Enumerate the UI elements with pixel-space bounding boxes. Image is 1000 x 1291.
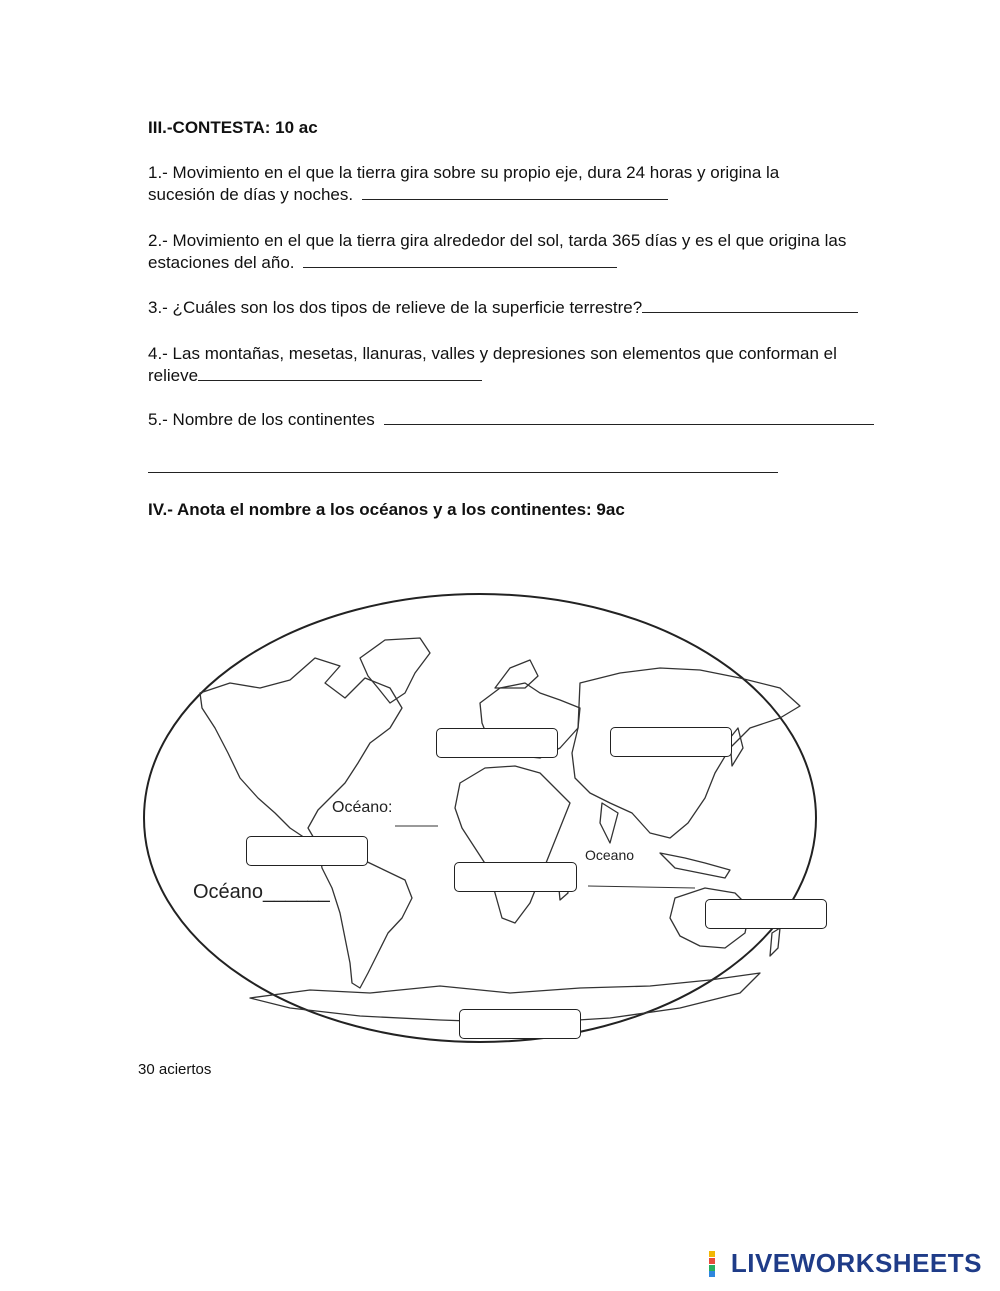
liveworksheets-logo-text: LIVEWORKSHEETS <box>730 1248 982 1278</box>
map-label-pacific-ocean: Océano______ <box>193 881 330 903</box>
section-3-heading: III.-CONTESTA: 10 ac <box>148 118 318 137</box>
question-2 <box>148 230 978 274</box>
question-1-line-1: 1.- Movimiento en el que la tierra gira sobre su propio eje, dura 24 horas y origina la <box>148 163 780 182</box>
antarctica-answer-box[interactable] <box>459 1009 581 1039</box>
question-4-line-1: 4.- Las montañas, mesetas, llanuras, valles y depresiones son elementos que conforman el <box>148 344 837 363</box>
europe-answer-box[interactable] <box>436 728 558 758</box>
answer-line-3[interactable] <box>642 311 858 313</box>
world-map <box>140 588 820 1048</box>
section-4-heading: IV.- Anota el nombre a los océanos y a los continentes: 9ac <box>148 500 625 519</box>
question-1 <box>148 162 968 206</box>
australia-answer-box[interactable] <box>705 899 827 929</box>
question-1-line-2: sucesión de días y noches. <box>148 185 354 204</box>
answer-line-4[interactable] <box>198 379 482 381</box>
answer-line-5[interactable] <box>384 423 874 425</box>
score-text: 30 aciertos <box>138 1061 212 1078</box>
map-label-atlantic-ocean: Océano: <box>332 799 393 816</box>
map-label-indian-ocean: Oceano <box>585 847 635 863</box>
question-2-line-2: estaciones del año. <box>148 253 295 272</box>
question-4-line-2: relieve <box>148 366 199 385</box>
liveworksheets-logo <box>709 1248 982 1279</box>
north-america-answer-box[interactable] <box>246 836 368 866</box>
map-frame <box>144 594 816 1042</box>
liveworksheets-logo-icon <box>709 1251 731 1277</box>
question-3-text: 3.- ¿Cuáles son los dos tipos de relieve de la superficie terrestre? <box>148 298 643 317</box>
answer-line-5-continued[interactable] <box>148 472 778 473</box>
question-4 <box>148 343 968 387</box>
answer-line-1[interactable] <box>362 198 668 200</box>
question-2-line-1: 2.- Movimiento en el que la tierra gira alrededor del sol, tarda 365 días y es el que origina las <box>148 231 847 250</box>
africa-answer-box[interactable] <box>454 862 577 892</box>
question-5 <box>148 409 968 431</box>
new-zealand-outline <box>770 928 780 956</box>
question-3 <box>148 297 978 319</box>
asia-answer-box[interactable] <box>610 727 732 757</box>
answer-line-2[interactable] <box>303 266 617 268</box>
question-5-text: 5.- Nombre de los continentes <box>148 410 375 429</box>
